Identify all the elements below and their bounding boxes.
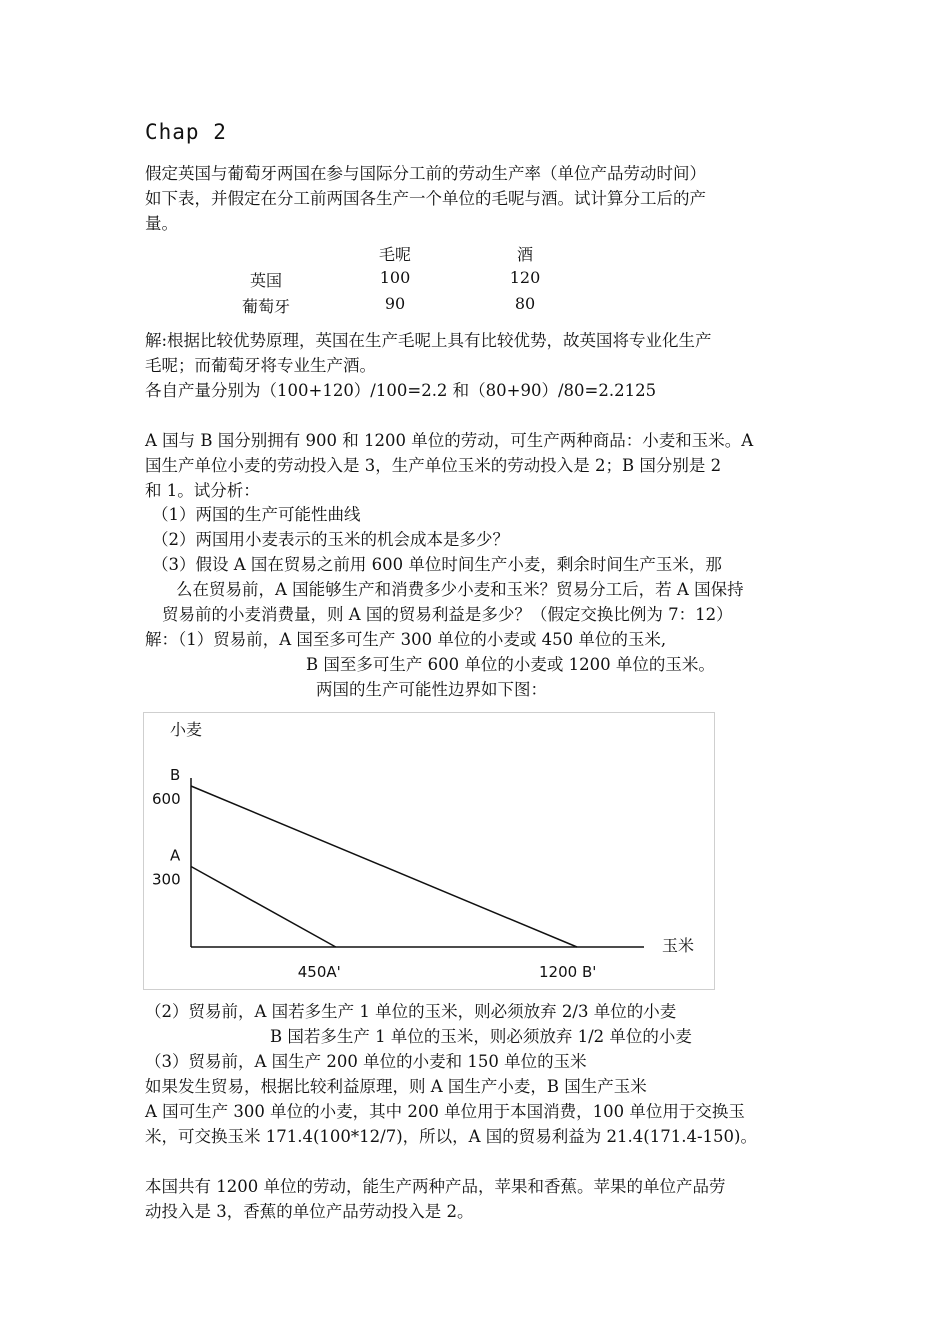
problem2-line-3: 和 1。试分析： [145, 481, 260, 500]
y-intercept-label-b: B [170, 766, 181, 784]
table-cell-cloth: 100 [379, 268, 411, 287]
table-header-cloth: 毛呢 [378, 245, 411, 264]
table-cell-country: 英国 [249, 271, 282, 290]
table-cell-wine: 120 [509, 268, 541, 287]
problem1-line-3: 量。 [145, 214, 178, 233]
solution2-part3-line-4: 米，可交换玉米 171.4(100*12/7)，所以，A 国的贸易利益为 21.4(171.4-150)。 [145, 1127, 757, 1146]
y-intercept-value-a: 300 [152, 870, 181, 889]
solution1-line-3: 各自产量分别为（100+120）/100=2.2 和（80+90）/80=2.2125 [145, 381, 657, 400]
y-intercept-value-b: 600 [152, 790, 181, 808]
table-header-wine: 酒 [516, 245, 533, 264]
solution2-part2-line-2: B 国若多生产 1 单位的玉米，则必须放弃 1/2 单位的小麦 [270, 1027, 692, 1046]
x-intercept-label-a: 450A' [297, 963, 341, 981]
solution2-line-1: 解：（1）贸易前，A 国至多可生产 300 单位的小麦或 450 单位的玉米, [145, 630, 667, 649]
production-possibility-chart [143, 712, 715, 990]
question-3-line-3: 贸易前的小麦消费量，则 A 国的贸易利益是多少？（假定交换比例为 7：12） [162, 605, 733, 624]
y-intercept-label-a: A [170, 846, 181, 865]
table-cell-cloth: 90 [384, 294, 406, 313]
solution2-part2-line-1: （2）贸易前，A 国若多生产 1 单位的玉米，则必须放弃 2/3 单位的小麦 [145, 1002, 677, 1021]
question-3-line-1: （3）假设 A 国在贸易之前用 600 单位时间生产小麦，剩余时间生产玉米，那 [152, 555, 722, 574]
problem3-line-1: 本国共有 1200 单位的劳动，能生产两种产品，苹果和香蕉。苹果的单位产品劳 [145, 1177, 726, 1196]
solution1-line-2: 毛呢；而葡萄牙将专业生产酒。 [145, 356, 376, 375]
ppf-line-b [191, 786, 577, 947]
question-3-line-2: 么在贸易前，A 国能够生产和消费多少小麦和玉米？贸易分工后，若 A 国保持 [176, 580, 744, 599]
solution2-part3-line-2: 如果发生贸易，根据比较利益原理，则 A 国生产小麦，B 国生产玉米 [145, 1077, 647, 1096]
table-cell-wine: 80 [514, 294, 536, 313]
problem2-line-1: A 国与 B 国分别拥有 900 和 1200 单位的劳动，可生产两种商品：小麦和玉米。A [145, 431, 754, 450]
x-axis-title: 玉米 [662, 936, 695, 955]
x-intercept-label-b: 1200 B' [539, 963, 597, 981]
solution2-line-3: 两国的生产可能性边界如下图： [316, 680, 547, 699]
y-axis-title: 小麦 [170, 720, 203, 739]
question-1: （1）两国的生产可能性曲线 [152, 505, 361, 524]
ppf-line-a [191, 867, 336, 948]
problem1-line-2: 如下表，并假定在分工前两国各生产一个单位的毛呢与酒。试计算分工后的产 [145, 189, 706, 208]
table-cell-country: 葡萄牙 [241, 297, 290, 316]
question-2: （2）两国用小麦表示的玉米的机会成本是多少？ [152, 530, 509, 549]
solution2-part3-line-1: （3）贸易前，A 国生产 200 单位的小麦和 150 单位的玉米 [145, 1052, 587, 1071]
solution2-part3-line-3: A 国可生产 300 单位的小麦，其中 200 单位用于本国消费，100 单位用于交换玉 [145, 1102, 745, 1121]
problem3-line-2: 动投入是 3，香蕉的单位产品劳动投入是 2。 [145, 1202, 474, 1221]
solution2-line-2: B 国至多可生产 600 单位的小麦或 1200 单位的玉米。 [306, 655, 715, 674]
problem1-line-1: 假定英国与葡萄牙两国在参与国际分工前的劳动生产率（单位产品劳动时间） [145, 164, 706, 183]
solution1-line-1: 解:根据比较优势原理，英国在生产毛呢上具有比较优势，故英国将专业化生产 [145, 331, 712, 350]
chapter-title: Chap 2 [145, 120, 227, 144]
problem2-line-2: 国生产单位小麦的劳动投入是 3，生产单位玉米的劳动投入是 2；B 国分别是 2 [145, 456, 722, 475]
